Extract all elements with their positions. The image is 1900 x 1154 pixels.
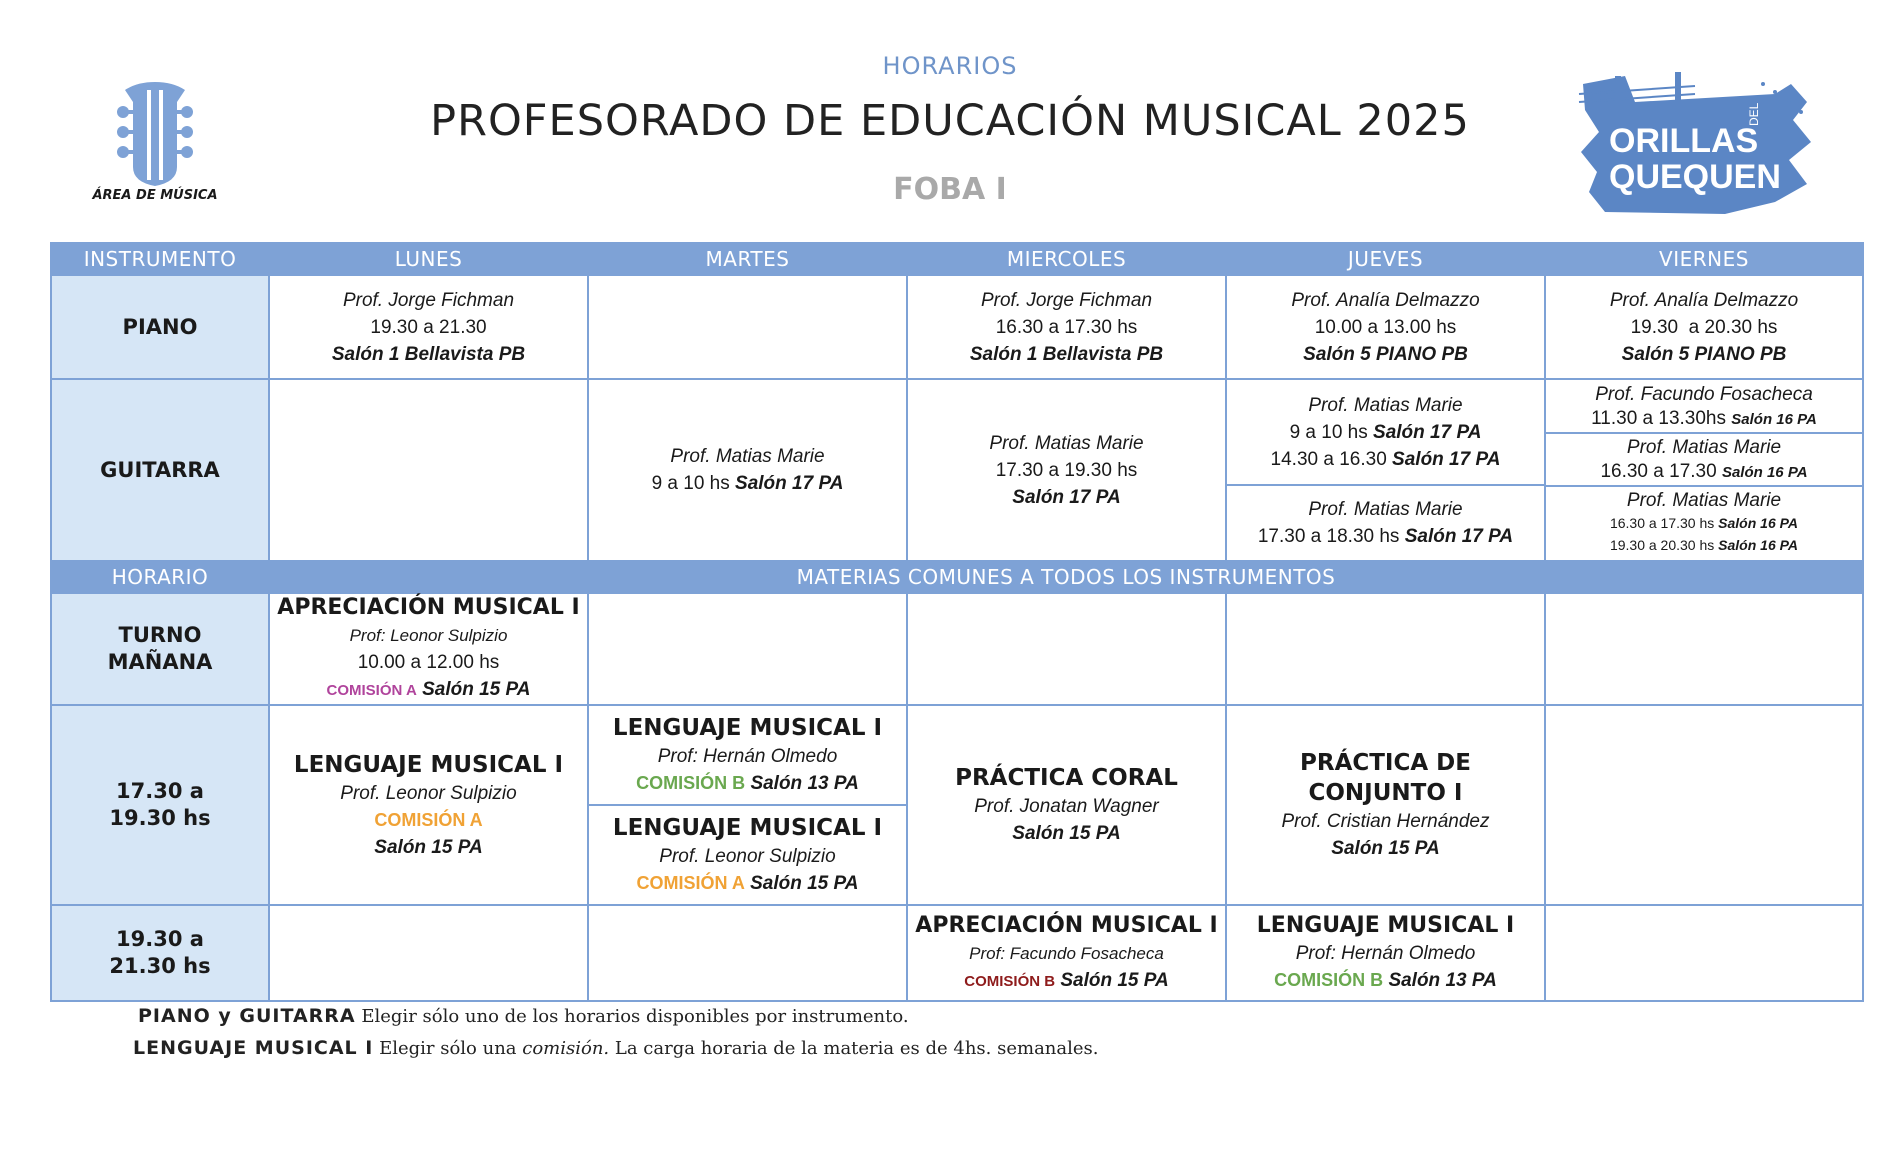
prof-name: Prof: Facundo Fosacheca: [969, 943, 1164, 963]
prof-name: Prof. Matias Marie: [1626, 436, 1782, 458]
row-label-piano: PIANO: [51, 275, 269, 379]
cell-noche-jueves: [1226, 905, 1545, 1001]
comision-badge: COMISIÓN A: [374, 809, 483, 830]
subject-title: LENGUAJE MUSICAL I: [293, 751, 564, 778]
cell-noche-martes: [588, 905, 907, 1001]
cell-piano-lunes: [269, 275, 588, 379]
class-time: 16.30 a 17.30 hs: [1609, 515, 1715, 531]
comision-badge: COMISIÓN B: [964, 972, 1056, 990]
col-header-jueves: JUEVES: [1226, 243, 1545, 275]
class-time: 11.30 a 13.30hs: [1591, 407, 1726, 429]
comision-badge: COMISIÓN B: [636, 773, 746, 793]
section-header-horario: HORARIO: [51, 561, 269, 593]
table-header-row: [51, 243, 1863, 275]
footnote-1-text: Elegir sólo uno de los horarios disponibles por instrumento.: [361, 1006, 909, 1027]
cell-piano-jueves: [1226, 275, 1545, 379]
cell-guitarra-jueves: [1226, 379, 1545, 561]
room-label: Salón 15 PA: [422, 679, 531, 700]
row-label-line: 17.30 a: [116, 779, 204, 803]
viernes-split: [1546, 381, 1862, 559]
room-label: Salón 17 PA: [1373, 422, 1482, 443]
page-subtitle: FOBA I: [893, 172, 1007, 207]
class-time-line: [1550, 534, 1858, 556]
room-label: Salón 16 PA: [1718, 537, 1799, 553]
logo-word-del: DEL: [1747, 102, 1761, 126]
prof-name: Prof. Matias Marie: [1626, 490, 1782, 511]
class-time-line: [1550, 460, 1858, 484]
room-label: Salón 13 PA: [750, 773, 859, 794]
class-time: 10.00 a 13.00 hs: [1314, 316, 1457, 338]
room-label: Salón 1 Bellavista PB: [331, 343, 526, 365]
cell-tarde-miercoles: [907, 705, 1226, 905]
row-label-tarde: [51, 705, 269, 905]
cell-tarde-jueves: [1226, 705, 1545, 905]
room-label: Salón 17 PA: [1012, 486, 1121, 508]
prof-name: Prof: Leonor Sulpizio: [349, 626, 508, 645]
class-time: 19.30 a 21.30: [370, 316, 487, 338]
row-label-line: 21.30 hs: [109, 954, 211, 978]
room-label: Salón 1 Bellavista PB: [969, 343, 1164, 365]
class-time: 17.30 a 18.30 hs: [1257, 525, 1400, 547]
prof-name: Prof. Matias Marie: [670, 446, 825, 467]
cell-noche-lunes: [269, 905, 588, 1001]
prof-name: Prof. Matias Marie: [989, 432, 1144, 454]
cell-manana-miercoles: [907, 593, 1226, 705]
cell-guitarra-viernes-a: [1546, 381, 1862, 433]
class-time-line: [1550, 512, 1858, 534]
table-row-manana: [51, 593, 1863, 705]
table-row-piano: [51, 275, 1863, 379]
logo-word-quequen: QUEQUEN: [1609, 158, 1781, 196]
prof-name: Prof. Matias Marie: [1308, 395, 1463, 416]
subject-title: APRECIACIÓN MUSICAL I: [915, 912, 1218, 938]
room-label: Salón 16 PA: [1731, 410, 1817, 428]
section-header-materias: MATERIAS COMUNES A TODOS LOS INSTRUMENTOS: [269, 561, 1863, 593]
comision-line: [1231, 967, 1540, 994]
comision-badge: COMISIÓN B: [1274, 970, 1384, 990]
prof-name: Prof: Hernán Olmedo: [657, 746, 838, 767]
footnote-2: [133, 1032, 1099, 1064]
footnote-2-post: La carga horaria de la materia es de 4hs. semanales.: [614, 1038, 1099, 1059]
cell-piano-miercoles: [907, 275, 1226, 379]
prof-name: Prof. Jonatan Wagner: [974, 796, 1159, 817]
room-label: Salón 13 PA: [1388, 970, 1497, 991]
subject-title: LENGUAJE MUSICAL I: [1256, 913, 1515, 938]
row-label-guitarra: GUITARRA: [51, 379, 269, 561]
footnote-2-pre: Elegir sólo una: [379, 1038, 517, 1059]
cell-guitarra-viernes-b: [1546, 433, 1862, 486]
cell-guitarra-jueves-a: [1227, 381, 1544, 485]
comision-line: [593, 770, 902, 797]
class-time: 14.30 a 16.30: [1270, 449, 1387, 470]
cell-tarde-martes: [588, 705, 907, 905]
room-label: Salón 5 PIANO PB: [1621, 343, 1787, 365]
prof-name: Prof. Jorge Fichman: [980, 289, 1153, 311]
guitar-headstock-icon: [85, 82, 225, 187]
class-time-line: [593, 470, 902, 497]
prof-name: Prof. Matias Marie: [1308, 498, 1463, 520]
prof-name: Prof: Hernán Olmedo: [1295, 943, 1476, 964]
cell-manana-jueves: [1226, 593, 1545, 705]
cell-guitarra-miercoles: [907, 379, 1226, 561]
comision-line: [912, 967, 1221, 995]
class-time: 19.30 a 20.30 hs: [1630, 316, 1778, 338]
prof-name: Prof. Jorge Fichman: [342, 289, 515, 311]
cell-tarde-lunes: [269, 705, 588, 905]
header-supertitle: HORARIOS: [882, 52, 1018, 80]
subject-title: PRÁCTICA DE CONJUNTO I: [1300, 750, 1471, 806]
room-label: Salón 5 PIANO PB: [1303, 343, 1468, 365]
cell-manana-martes: [588, 593, 907, 705]
page-title: PROFESORADO DE EDUCACIÓN MUSICAL 2025: [430, 96, 1470, 146]
comision-line: [593, 870, 902, 897]
col-header-martes: MARTES: [588, 243, 907, 275]
cell-guitarra-martes: [588, 379, 907, 561]
col-header-instrumento: INSTRUMENTO: [51, 243, 269, 275]
row-label-line: TURNO: [118, 623, 202, 647]
cell-tarde-martes-a: [589, 706, 906, 805]
row-label-manana: [51, 593, 269, 705]
room-label: Salón 16 PA: [1721, 463, 1808, 481]
class-time: 9 a 10 hs: [651, 473, 730, 494]
col-header-viernes: VIERNES: [1545, 243, 1863, 275]
room-label: Salón 17 PA: [1392, 449, 1501, 470]
row-label-line: 19.30 hs: [109, 806, 211, 830]
footnote-2-emphasis: comisión.: [522, 1038, 610, 1059]
class-time-line: [1550, 407, 1858, 431]
col-header-miercoles: MIERCOLES: [907, 243, 1226, 275]
logo-caption: ÁREA DE MÚSICA: [92, 188, 218, 203]
subject-title: LENGUAJE MUSICAL I: [612, 815, 883, 841]
subject-title: LENGUAJE MUSICAL I: [612, 715, 883, 741]
prof-name: Prof. Facundo Fosacheca: [1595, 383, 1813, 405]
footnotes: [133, 1000, 1099, 1064]
section-header-row: [51, 561, 1863, 593]
schedule-table: [50, 242, 1864, 1002]
cell-manana-lunes: [269, 593, 588, 705]
footnote-1: [138, 1000, 1099, 1032]
room-label: Salón 15 PA: [1060, 969, 1169, 991]
class-time-line: [1231, 419, 1540, 446]
comision-badge: COMISIÓN A: [636, 873, 745, 893]
table-row-guitarra: [51, 379, 1863, 561]
cell-guitarra-viernes-c: [1546, 486, 1862, 559]
class-time-line: [1231, 523, 1540, 550]
col-header-lunes: LUNES: [269, 243, 588, 275]
footnote-2-label: LENGUAJE MUSICAL I: [133, 1037, 374, 1059]
prof-name: Prof. Cristian Hernández: [1281, 811, 1490, 832]
room-label: Salón 15 PA: [1331, 838, 1440, 859]
class-time: 16.30 a 17.30 hs: [995, 316, 1138, 338]
prof-name: Prof. Analía Delmazzo: [1609, 289, 1799, 311]
comision-line: [274, 676, 583, 704]
room-label: Salón 15 PA: [750, 873, 859, 894]
room-label: Salón 15 PA: [1012, 823, 1121, 844]
comision-badge: COMISIÓN A: [326, 682, 417, 699]
class-time: 9 a 10 hs: [1289, 422, 1368, 443]
cell-tarde-viernes: [1545, 705, 1863, 905]
room-label: Salón 16 PA: [1718, 515, 1799, 531]
table-row-noche: [51, 905, 1863, 1001]
cell-manana-viernes: [1545, 593, 1863, 705]
prof-name: Prof. Leonor Sulpizio: [659, 846, 836, 867]
class-time-line: [1231, 446, 1540, 473]
cell-guitarra-jueves-b: [1227, 485, 1544, 559]
subject-title: APRECIACIÓN MUSICAL I: [277, 595, 580, 620]
room-label: Salón 17 PA: [735, 473, 844, 494]
area-de-musica-logo: [85, 82, 225, 212]
prof-name: Prof. Leonor Sulpizio: [340, 782, 517, 804]
cell-piano-viernes: [1545, 275, 1863, 379]
footnote-1-label: PIANO y GUITARRA: [138, 1005, 356, 1027]
cell-noche-miercoles: [907, 905, 1226, 1001]
class-time: 10.00 a 12.00 hs: [357, 652, 500, 673]
martes-split: [589, 706, 906, 904]
cell-piano-martes: [588, 275, 907, 379]
cell-tarde-martes-b: [589, 805, 906, 904]
class-time: 17.30 a 19.30 hs: [995, 459, 1138, 481]
row-label-noche: [51, 905, 269, 1001]
logo-word-orillas: ORILLAS: [1609, 122, 1759, 160]
cell-guitarra-viernes: [1545, 379, 1863, 561]
orillas-del-quequen-logo: [1575, 72, 1815, 222]
jueves-split: [1227, 381, 1544, 559]
row-label-line: 19.30 a: [116, 927, 204, 951]
cell-noche-viernes: [1545, 905, 1863, 1001]
subject-title: PRÁCTICA CORAL: [955, 765, 1178, 791]
row-label-line: MAÑANA: [107, 650, 213, 674]
class-time: 16.30 a 17.30: [1600, 460, 1717, 482]
table-row-tarde: [51, 705, 1863, 905]
class-time: 19.30 a 20.30 hs: [1609, 537, 1715, 553]
cell-guitarra-lunes: [269, 379, 588, 561]
prof-name: Prof. Analía Delmazzo: [1291, 289, 1480, 311]
room-label: Salón 17 PA: [1404, 525, 1514, 547]
room-label: Salón 15 PA: [374, 836, 483, 858]
